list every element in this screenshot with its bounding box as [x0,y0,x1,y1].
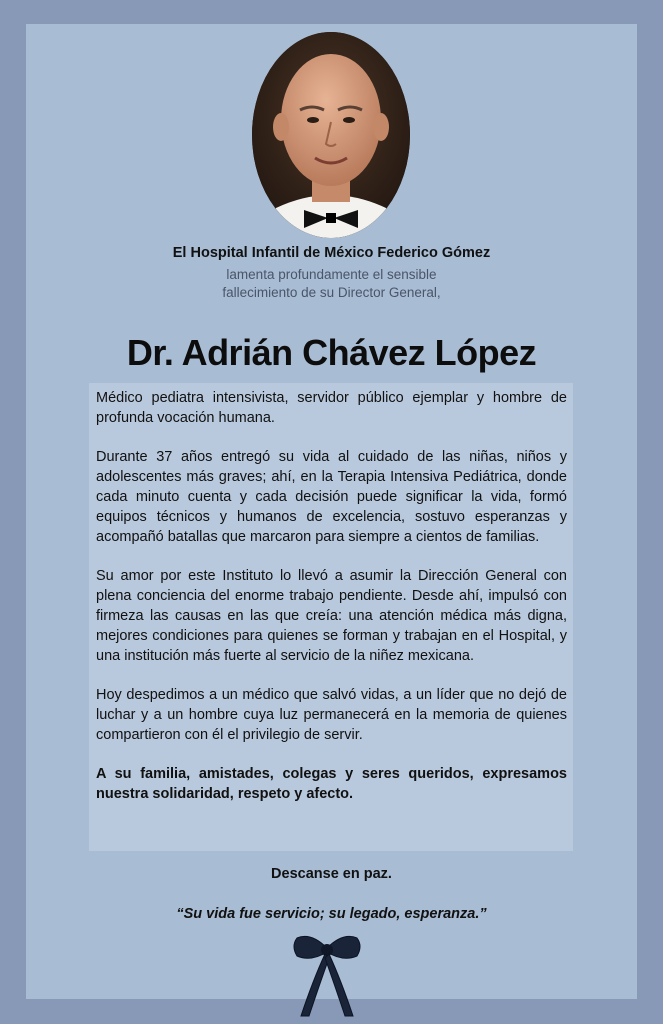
hospital-name: El Hospital Infantil de México Federico Gómez [172,245,491,261]
paragraph-5: A su familia, amistades, colegas y seres queridos, expresamos nuestra solidaridad, respeto y afecto. [96,766,567,802]
doctor-name: Dr. Adrián Chávez López [126,332,537,373]
lament-text [0,266,663,302]
paragraph-2: Durante 37 años entregó su vida al cuidado de las niñas, niños y adolescentes más graves; ahí, en la Terapia Intensiva Pediátrica, donde cada minuto cuenta y cada decisión puede significar la vida, formó equipos técnicos y humanos de excelencia, sostuvo esperanzas y acompañó batallas que marcaron para siempre a cientos de familias. [96,449,567,545]
obituary-body [89,383,573,851]
rest-in-peace-text: Descanse en paz. [271,866,392,882]
paragraph-4: Hoy despedimos a un médico que salvó vidas, a un líder que no dejó de luchar y a un hombre cuya luz permanecerá en la memoria de quienes compartieron con él el privilegio de servir. [96,687,567,743]
lament-line-2: fallecimiento de su Director General, [222,285,441,300]
memorial-quote: “Su vida fue servicio; su legado, esperanza.” [176,906,487,922]
lament-line-1: lamenta profundamente el sensible [226,267,437,282]
paragraph-1: Médico pediatra intensivista, servidor público ejemplar y hombre de profunda vocación humana. [96,390,567,426]
portrait-photo [252,32,410,238]
mourning-ribbon-icon [291,930,363,1020]
paragraph-3: Su amor por este Instituto lo llevó a asumir la Dirección General con plena conciencia del enorme trabajo pendiente. Desde ahí, impulsó con firmeza las causas en las que creía: una atención médica más digna, mejores condiciones para quienes se forman y trabajan en el Hospital, y una institución más fuerte al servicio de la niñez mexicana. [96,568,567,664]
